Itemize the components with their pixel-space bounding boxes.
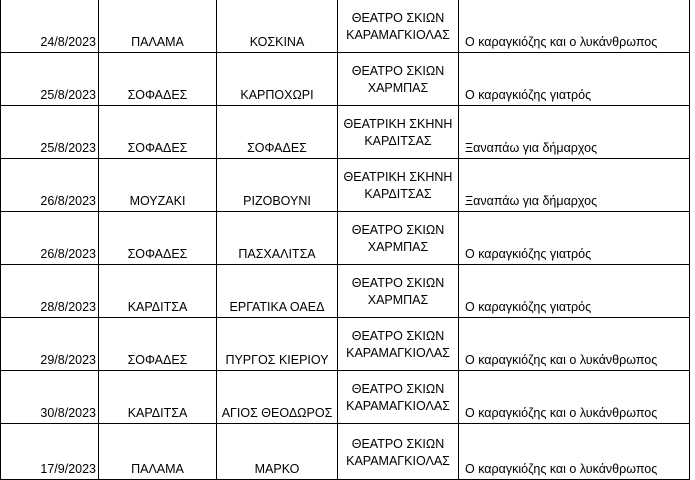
show-cell: Ξαναπάω για δήμαρχος — [459, 159, 690, 212]
show-cell: Ξαναπάω για δήμαρχος — [459, 106, 690, 159]
troupe-line-1: ΘΕΑΤΡΙΚΗ ΣΚΗΝΗ — [343, 170, 453, 184]
troupe-line-1: ΘΕΑΤΡΟ ΣΚΙΩΝ — [351, 64, 445, 78]
area-cell: ΣΟΦΑΔΕΣ — [99, 318, 217, 371]
place-cell: ΣΟΦΑΔΕΣ — [217, 106, 338, 159]
area-cell: ΠΑΛΑΜΑ — [99, 0, 217, 53]
troupe-line-1: ΘΕΑΤΡΙΚΗ ΣΚΗΝΗ — [343, 117, 453, 131]
area-cell: ΣΟΦΑΔΕΣ — [99, 212, 217, 265]
area-cell: ΚΑΡΔΙΤΣΑ — [99, 371, 217, 424]
troupe-line-2: ΚΑΡΑΜΑΓΚΙΟΛΑΣ — [346, 28, 450, 42]
troupe-line-2: ΚΑΡΑΜΑΓΚΙΟΛΑΣ — [346, 453, 450, 468]
troupe-cell — [338, 0, 459, 53]
date-cell: 29/8/2023 — [1, 318, 99, 371]
troupe-line-1: ΘΕΑΤΡΟ ΣΚΙΩΝ — [351, 329, 445, 343]
show-cell: Ο καραγκιόζης και ο λυκάνθρωπος — [459, 0, 690, 53]
troupe-line-1: ΘΕΑΤΡΟ ΣΚΙΩΝ — [351, 11, 445, 25]
table-row — [1, 265, 690, 318]
troupe-cell — [338, 53, 459, 106]
date-cell: 26/8/2023 — [1, 212, 99, 265]
place-cell: ΚΟΣΚΙΝΑ — [217, 0, 338, 53]
troupe-line-2: ΚΑΡΑΜΑΓΚΙΟΛΑΣ — [346, 346, 450, 360]
date-cell: 25/8/2023 — [1, 106, 99, 159]
place-cell: ΚΑΡΠΟΧΩΡΙ — [217, 53, 338, 106]
show-cell: Ο καραγκιόζης και ο λυκάνθρωπος — [459, 424, 690, 480]
area-cell: ΜΟΥΖΑΚΙ — [99, 159, 217, 212]
show-cell: Ο καραγκιόζης και ο λυκάνθρωπος — [459, 318, 690, 371]
troupe-line-2: ΧΑΡΜΠΑΣ — [367, 293, 429, 307]
date-cell: 24/8/2023 — [1, 0, 99, 53]
table-row — [1, 371, 690, 424]
place-cell: ΠΥΡΓΟΣ ΚΙΕΡΙΟΥ — [217, 318, 338, 371]
table-row — [1, 53, 690, 106]
troupe-line-2: ΚΑΡΔΙΤΣΑΣ — [364, 187, 432, 201]
show-cell: Ο καραγκιόζης και ο λυκάνθρωπος — [459, 371, 690, 424]
area-cell: ΣΟΦΑΔΕΣ — [99, 106, 217, 159]
troupe-cell — [338, 371, 459, 424]
area-cell: ΚΑΡΔΙΤΣΑ — [99, 265, 217, 318]
troupe-cell — [338, 318, 459, 371]
show-cell: Ο καραγκιόζης γιατρός — [459, 53, 690, 106]
date-cell: 28/8/2023 — [1, 265, 99, 318]
troupe-line-2: ΚΑΡΔΙΤΣΑΣ — [364, 134, 432, 148]
place-cell: ΠΑΣΧΑΛΙΤΣΑ — [217, 212, 338, 265]
troupe-cell — [338, 212, 459, 265]
place-cell: ΕΡΓΑΤΙΚΑ ΟΑΕΔ — [217, 265, 338, 318]
date-cell: 26/8/2023 — [1, 159, 99, 212]
table-row — [1, 318, 690, 371]
table-row — [1, 0, 690, 53]
table-row — [1, 212, 690, 265]
date-cell: 25/8/2023 — [1, 53, 99, 106]
troupe-line-1: ΘΕΑΤΡΟ ΣΚΙΩΝ — [351, 382, 445, 396]
date-cell: 30/8/2023 — [1, 371, 99, 424]
show-cell: Ο καραγκιόζης γιατρός — [459, 212, 690, 265]
place-cell: ΜΑΡΚΟ — [217, 424, 338, 480]
show-cell: Ο καραγκιόζης γιατρός — [459, 265, 690, 318]
table-row — [1, 106, 690, 159]
troupe-cell — [338, 424, 459, 480]
troupe-line-2: ΚΑΡΑΜΑΓΚΙΟΛΑΣ — [346, 399, 450, 413]
troupe-line-2: ΧΑΡΜΠΑΣ — [367, 240, 429, 254]
table-row — [1, 424, 690, 480]
place-cell: ΡΙΖΟΒΟΥΝΙ — [217, 159, 338, 212]
troupe-line-1: ΘΕΑΤΡΟ ΣΚΙΩΝ — [351, 276, 445, 290]
troupe-cell — [338, 265, 459, 318]
area-cell: ΣΟΦΑΔΕΣ — [99, 53, 217, 106]
schedule-body — [1, 0, 690, 480]
place-cell: ΑΓΙΟΣ ΘΕΟΔΩΡΟΣ — [217, 371, 338, 424]
table-row — [1, 159, 690, 212]
troupe-cell — [338, 159, 459, 212]
area-cell: ΠΑΛΑΜΑ — [99, 424, 217, 480]
troupe-line-2: ΧΑΡΜΠΑΣ — [367, 81, 429, 95]
troupe-line-1: ΘΕΑΤΡΟ ΣΚΙΩΝ — [351, 436, 445, 451]
date-cell: 17/9/2023 — [1, 424, 99, 480]
troupe-cell — [338, 106, 459, 159]
troupe-line-1: ΘΕΑΤΡΟ ΣΚΙΩΝ — [351, 223, 445, 237]
